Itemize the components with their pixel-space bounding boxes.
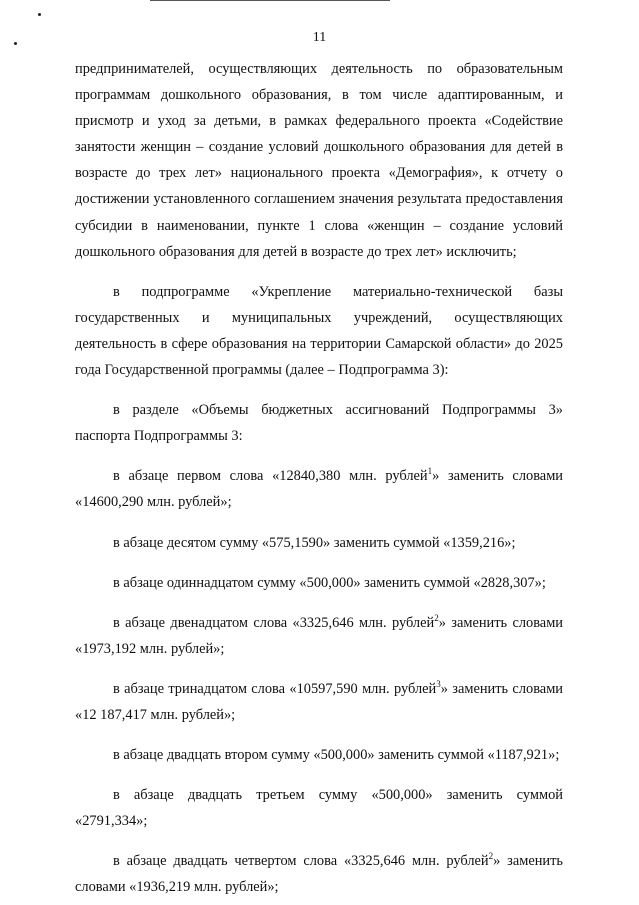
footnote-mark: 1 [427, 466, 433, 477]
document-body [75, 56, 563, 901]
paragraph-text: в абзаце первом слова «12840,380 млн. рублей [113, 468, 428, 485]
paragraph-text: » заменить словами «12 187,417 млн. рублей»; [75, 680, 564, 723]
paragraph-text: в абзаце двенадцатом слова «3325,646 млн. рублей [113, 614, 435, 631]
paragraph-text: » заменить словами «14600,290 млн. рублей»; [75, 468, 563, 511]
page-top-edge [150, 0, 390, 1]
footnote-mark: 2 [434, 612, 439, 623]
scan-speck [38, 13, 41, 16]
paragraph-text: » заменить словами «1973,192 млн. рублей»; [75, 614, 564, 657]
paragraph-tenth-abzac: в абзаце десятом сумму «575,1590» заменить суммой «1359,216»; [113, 534, 516, 551]
paragraph-eleventh-abzac: в абзаце одиннадцатом сумму «500,000» заменить суммой «2828,307»; [113, 574, 546, 591]
paragraph-text: » заменить словами «1936,219 млн. рублей»; [75, 853, 563, 896]
paragraph-continuation: предпринимателей, осуществляющих деятельность по образовательным программам дошкольного образования, в том числе адаптированным, и присмотр и уход за детьми, в рамках федерального проекта «Содействие занятости женщин – создание условий дошкольного образования для детей в возрасте до трех лет» национального проекта «Демография», к отчету о достижении установленного соглашением значения результата предоставления субсидии в наименовании, пункте 1 слова «женщин – создание условий дошкольного образования для детей в возрасте до трех лет» исключить; [75, 61, 563, 260]
paragraph-thirteenth-abzac [75, 676, 563, 728]
paragraph-twenty-fourth-abzac [75, 848, 563, 900]
page-number: 11 [312, 30, 327, 45]
footnote-mark: 2 [488, 851, 494, 862]
paragraph-twenty-second-abzac: в абзаце двадцать втором сумму «500,000» заменить суммой «1187,921»; [113, 747, 560, 764]
paragraph-twenty-third-abzac: в абзаце двадцать третьем сумму «500,000» заменить суммой «2791,334»; [75, 787, 563, 830]
paragraph-section-volumes: в разделе «Объемы бюджетных ассигнований Подпрограммы 3» паспорта Подпрограммы 3: [75, 402, 563, 445]
paragraph-subprogram-3: в подпрограмме «Укрепление материально-технической базы государственных и муниципальных учреждений, осуществляющих деятельность в сфере образования на территории Самарской области» до 2025 года Государственной программы (далее – Подпрограмма 3): [75, 283, 563, 379]
paragraph-first-abzac [75, 463, 563, 515]
paragraph-twelfth-abzac [75, 610, 563, 662]
paragraph-text: в абзаце двадцать четвертом слова «3325,646 млн. рублей [113, 853, 489, 870]
paragraph-text: в абзаце тринадцатом слова «10597,590 млн. рублей [113, 680, 437, 697]
footnote-mark: 3 [436, 679, 441, 690]
